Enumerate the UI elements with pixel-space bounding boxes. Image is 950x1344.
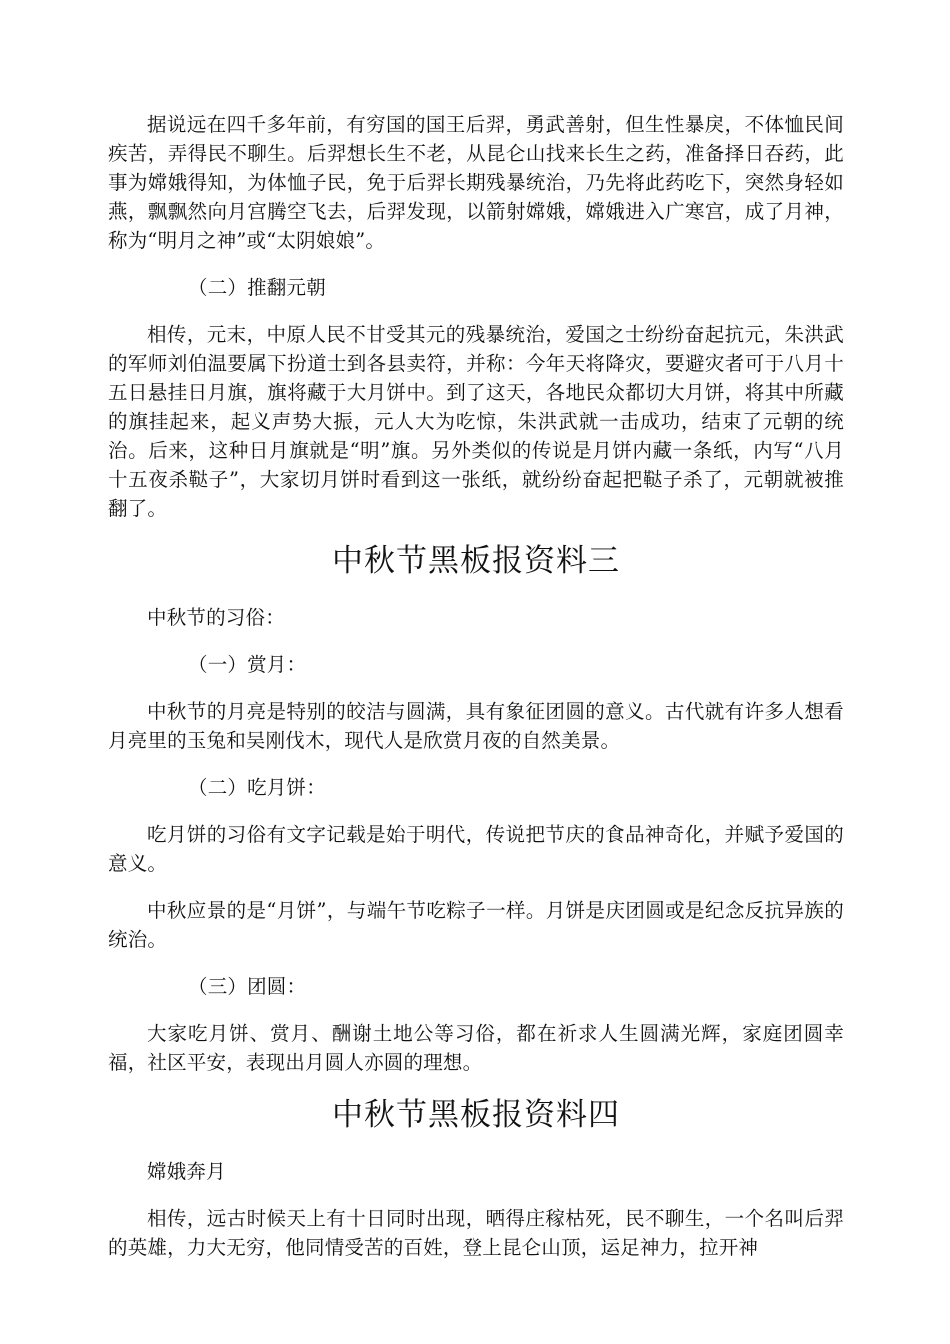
subheading-moon-viewing: （一）赏月： xyxy=(188,653,307,676)
section-title-three: 中秋节黑板报资料三 xyxy=(332,543,620,579)
customs-intro: 中秋节的习俗： xyxy=(147,606,285,629)
paragraph-moon-viewing: 中秋节的月亮是特别的皎洁与圆满，具有象征团圆的意义。古代就有许多人想看月亮里的玉兔和吴刚伐木，现代人是欣赏月夜的自然美景。 xyxy=(108,700,844,752)
paragraph-overthrow-yuan: 相传，元末，中原人民不甘受其元的残暴统治，爱国之士纷纷奋起抗元，朱洪武的军师刘伯温要属下扮道士到各县卖符，并称：今年天将降灾，要避灾者可于八月十五日悬挂日月旗，旗将藏于大月饼中。到了这天，各地民众都切大月饼，将其中所藏的旗挂起来，起义声势大振，元人大为吃惊，朱洪武就一击成功，结束了元朝的统治。后来，这种日月旗就是“明”旗。另外类似的传说是月饼内藏一条纸，内写“八月十五夜杀鞑子”，大家切月饼时看到这一张纸，就纷纷奋起把鞑子杀了，元朝就被推翻了。 xyxy=(108,323,844,520)
subheading-mooncake: （二）吃月饼： xyxy=(188,776,326,799)
paragraph-ten-suns: 相传，远古时候天上有十日同时出现，晒得庄稼枯死，民不聊生，一个名叫后羿的英雄，力大无穷，他同情受苦的百姓，登上昆仑山顶，运足神力，拉开神 xyxy=(108,1207,844,1259)
paragraph-change-legend: 据说远在四千多年前，有穷国的国王后羿，勇武善射，但生性暴戾，不体恤民间疾苦，弄得民不聊生。后羿想长生不老，从昆仑山找来长生之药，准备择日吞药，此事为嫦娥得知，为体恤子民，免于后羿长期残暴统治，乃先将此药吃下，突然身轻如燕，飘飘然向月宫腾空飞去，后羿发现，以箭射嫦娥，嫦娥进入广寒宫，成了月神，称为“明月之神”或“太阴娘娘”。 xyxy=(108,113,844,252)
section-title-four: 中秋节黑板报资料四 xyxy=(332,1097,620,1133)
paragraph-mooncake-meaning: 中秋应景的是“月饼”，与端午节吃粽子一样。月饼是庆团圆或是纪念反抗异族的统治。 xyxy=(108,899,844,951)
story-title-change: 嫦娥奔月 xyxy=(147,1160,226,1183)
subheading-reunion: （三）团圆： xyxy=(188,975,307,998)
paragraph-reunion: 大家吃月饼、赏月、酬谢土地公等习俗，都在祈求人生圆满光辉，家庭团圆幸福，社区平安，表现出月圆人亦圆的理想。 xyxy=(108,1022,844,1074)
subheading-overthrow-yuan: （二）推翻元朝 xyxy=(188,276,326,299)
paragraph-mooncake-history: 吃月饼的习俗有文字记载是始于明代，传说把节庆的食品神奇化，并赋予爱国的意义。 xyxy=(108,823,844,875)
